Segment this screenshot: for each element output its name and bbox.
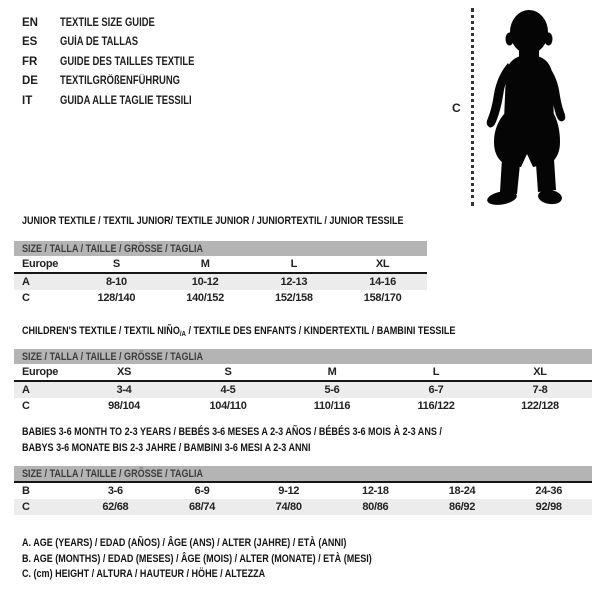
height-cm-row [14,290,427,306]
value-cell: 158/170 [363,292,402,304]
value-cell: 24-36 [535,485,563,497]
language-row-fr [22,52,224,72]
size-columns-row [14,256,427,274]
language-row-es [22,33,224,53]
row-label-c: C [22,400,30,412]
value-cell: 7-8 [532,384,548,396]
language-title-list [22,13,224,111]
age-years-row [14,382,592,398]
value-cell: 104/110 [209,400,247,412]
babies-title-line2: BABYS 3-6 MONATE BIS 2-3 JAHRE / BAMBINI 3-6 MESI A 2-3 ANNI [22,442,311,454]
language-title: GUÍA DE TALLAS [60,36,139,49]
size-header-text: SIZE / TALLA / TAILLE / GRÖSSE / TAGLIA [22,467,204,480]
size-header-text: SIZE / TALLA / TAILLE / GRÖSSE / TAGLIA [22,350,204,363]
height-dotted-line [471,8,474,206]
value-cell: 6-9 [194,485,210,497]
junior-section-title-text: JUNIOR TEXTILE / TEXTIL JUNIOR/ TEXTILE JUNIOR / JUNIORTEXTIL / JUNIOR TESSILE [22,215,404,227]
value-cell: 68/74 [188,501,216,513]
value-cell: 14-16 [369,276,396,288]
size-cell: S [224,366,232,378]
language-title: TEXTILE SIZE GUIDE [60,16,155,29]
value-cell: 74/80 [275,501,302,513]
height-cm-row [14,499,592,515]
value-cell: 62/68 [102,501,129,513]
language-row-en [22,13,224,33]
value-cell: 116/122 [417,400,455,412]
height-cm-row [14,398,592,414]
size-cell: M [327,366,337,378]
value-cell: 122/128 [521,400,559,412]
legend-notes [22,537,449,584]
babies-title-line1: BABIES 3-6 MONTH TO 2-3 YEARS / BEBÉS 3-6 MESES A 2-3 AÑOS / BÉBÉS 3-6 MOIS À 2-3 ANS / [22,426,442,438]
subscript-a: /A [179,329,186,338]
value-cell: 92/98 [535,501,562,513]
value-cell: 12-18 [362,485,389,497]
language-code: DE [22,75,38,88]
language-title: TEXTILGRÖßENFÜHRUNG [60,75,180,88]
language-code: EN [22,16,38,29]
language-title: GUIDA ALLE TAGLIE TESSILI [60,94,192,107]
size-header-bar [14,466,592,483]
size-cell: S [112,258,120,270]
junior-section-title [22,215,487,227]
value-cell: 3-6 [107,485,123,497]
row-label-b: B [22,485,30,497]
language-code: FR [22,55,38,68]
row-label-a: A [22,384,30,396]
baby-silhouette-icon [483,8,571,208]
age-months-row [14,483,592,499]
size-header-bar [14,349,592,364]
size-header-bar [14,241,427,256]
language-row-de [22,72,224,92]
size-cell: XL [375,258,390,270]
row-label-c: C [22,501,30,513]
row-label-europe: Europe [22,258,59,270]
value-cell: 9-12 [278,485,300,497]
value-cell: 8-10 [105,276,127,288]
language-title: GUIDE DES TAILLES TEXTILE [60,55,195,68]
row-label-a: A [22,276,30,288]
children-section-title-text: CHILDREN'S TEXTILE / TEXTIL $NIÑO_{/A}$ / TEXTILE DES ENFANTS / KINDERTEXTIL / BAMBINI TESSILE [22,325,456,338]
junior-size-table [14,241,427,306]
size-cell: M [200,258,210,270]
size-cell: XL [533,366,547,378]
language-row-it [22,91,224,111]
note-c: C. (cm) HEIGHT / ALTURA / HAUTEUR / HÖHE / ALTEZZA [22,568,266,580]
value-cell: 10-12 [191,276,219,288]
value-cell: 80/86 [362,501,389,513]
size-cell: L [432,366,440,378]
value-cell: 18-24 [448,485,476,497]
language-code: ES [22,36,38,49]
value-cell: 6-7 [428,384,444,396]
children-section-title [22,325,551,338]
row-label-europe: Europe [22,366,59,378]
value-cell: 152/158 [275,292,313,304]
size-cell: L [290,258,298,270]
value-cell: 128/140 [97,292,136,304]
size-header-text: SIZE / TALLA / TAILLE / GRÖSSE / TAGLIA [22,242,204,255]
children-size-table [14,349,592,414]
note-b: B. AGE (MONTHS) / EDAD (MESES) / ÂGE (MOIS) / ALTER (MONATE) / ETÀ (MESI) [22,552,372,565]
note-a: A. AGE (YEARS) / EDAD (AÑOS) / ÂGE (ANS) / ALTER (JAHRE) / ETÀ (ANNI) [22,537,347,549]
babies-section-title [22,424,534,456]
value-cell: 3-4 [116,384,132,396]
row-label-c: C [22,292,30,304]
size-columns-row [14,364,592,382]
language-code: IT [22,94,33,107]
value-cell: 4-5 [220,384,236,396]
value-cell: 12-13 [280,276,308,288]
value-cell: 98/104 [108,400,140,412]
value-cell: 110/116 [313,400,351,412]
value-cell: 5-6 [324,384,340,396]
value-cell: 140/152 [186,292,224,304]
age-years-row [14,274,427,290]
babies-size-table [14,466,592,515]
value-cell: 86/92 [449,501,476,513]
size-cell: XS [116,366,132,378]
height-measure-label: C [452,101,461,115]
